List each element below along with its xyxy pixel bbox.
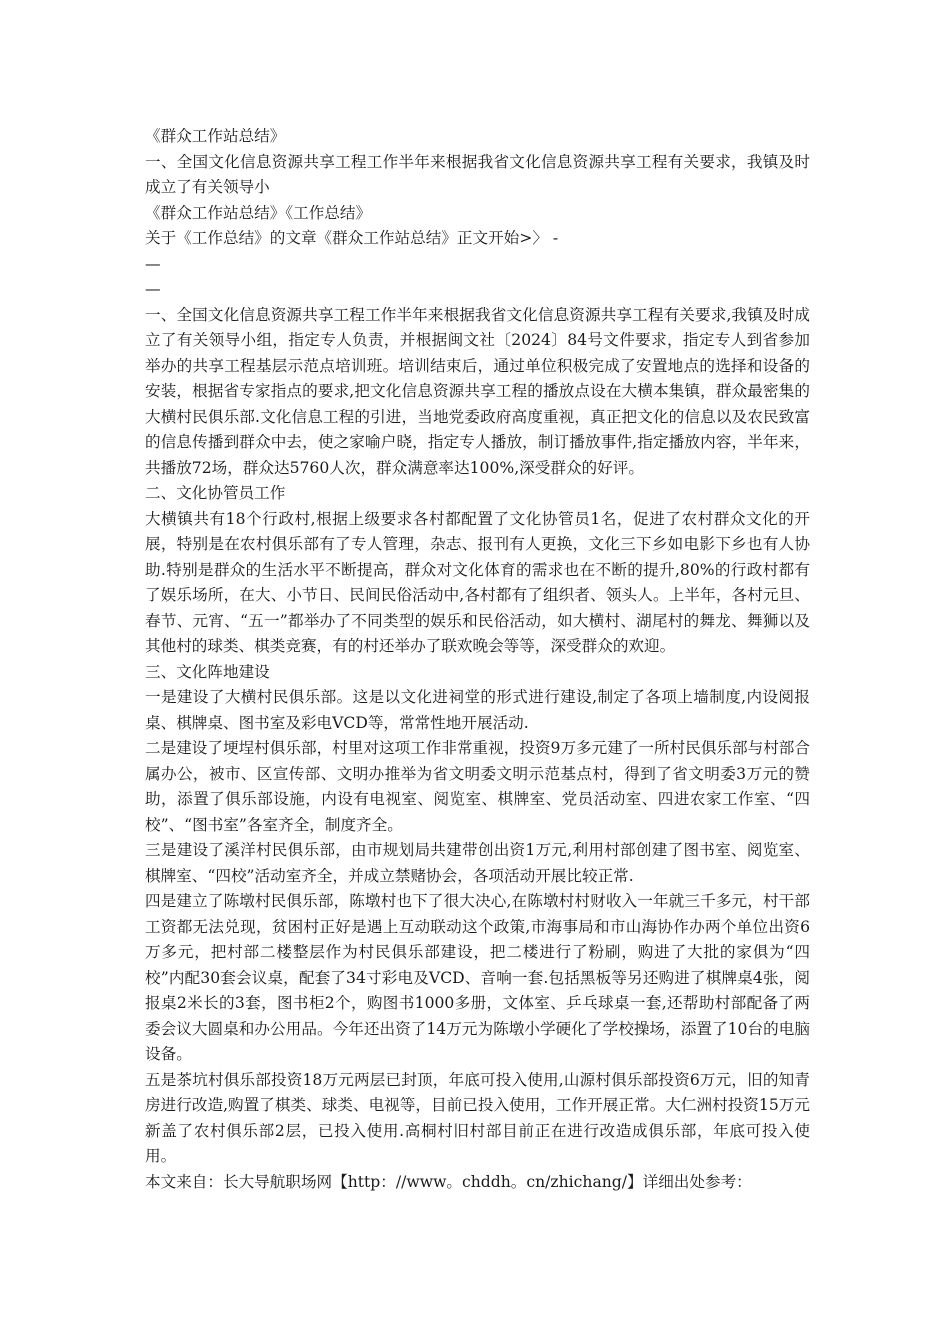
tags-line: 《群众工作站总结》《工作总结》 (145, 203, 372, 222)
about-line: 关于《工作总结》的文章《群众工作站总结》正文开始>〉 - (145, 229, 559, 247)
section-heading-coordinators: 二、文化协管员工作 (145, 484, 286, 502)
paragraph-coordinators: 大横镇共有18个行政村,根据上级要求各村都配置了文化协管员1名，促进了农村群众文化的开展，特别是在农村俱乐部有了专人管理，杂志、报刊有人更换，文化三下乡如电影下乡也有人协助.特别是群众的生活水平不断提高，群众对文化体育的需求也在不断的提升,80%的行政村都有了娱乐场所，在大、小节日、民间民俗活动中,各村都有了组织者、领头人。上半年，各村元旦、春节、元宵、“五一”都举办了不同类型的娱乐和民俗活动，如大横村、湖尾村的舞龙、舞狮以及其他村的球类、棋类竞赛，有的村还举办了联欢晚会等等，深受群众的欢迎。 (145, 509, 810, 655)
section-heading-facilities: 三、文化阵地建设 (145, 662, 270, 681)
source-note: 本文来自：长大导航职场网【http：//www。chddh。cn/zhichang/】详细出处参考： (145, 1172, 752, 1191)
document-title-line: 《群众工作站总结》 (145, 127, 286, 145)
paragraph-club-gengcheng: 二是建设了埂埕村俱乐部，村里对这项工作非常重视，投资9万多元建了一所村民俱乐部与村部合属办公，被市、区宣传部、文明办推举为省文明委文明示范基点村，得到了省文明委3万元的赞助，添置了俱乐部设施，内设有电视室、阅览室、棋牌室、党员活动室、四进农家工作室、“四校”、“图书室”各室齐全，制度齐全。 (145, 739, 810, 834)
document-body (145, 124, 810, 1195)
paragraph-club-xiyang: 三是建设了溪洋村民俱乐部，由市规划局共建带创出资1万元,利用村部创建了图书室、阅览室、棋牌室、“四校”活动室齐全，并成立禁赌协会，各项活动开展比较正常. (145, 841, 810, 885)
separator-dash: — (145, 280, 161, 298)
intro-line: 一、全国文化信息资源共享工程工作半年来根据我省文化信息资源共享工程有关要求，我镇及时成立了有关领导小 (145, 152, 810, 196)
paragraph-club-chendun: 四是建立了陈墩村民俱乐部，陈墩村也下了很大决心,在陈墩村村财收入一年就三千多元，村干部工资都无法兑现，贫困村正好是遇上互动联动这个政策,市海事局和市山海协作办两个单位出资6万多元，把村部二楼整层作为村民俱乐部建设，把二楼进行了粉刷，购进了大批的家俱为“四校”内配30套会议桌，配套了34寸彩电及VCD、音响一套.包括黑板等另还购进了棋牌桌4张，阅报桌2米长的3套，图书柜2个，购图书1000多册，文体室、乒乓球桌一套,还帮助村部配备了两委会议大圆桌和办公用品。今年还出资了14万元为陈墩小学硬化了学校操场，添置了10台的电脑设备。 (145, 892, 810, 1063)
paragraph-club-others: 五是茶坑村俱乐部投资18万元两层已封顶，年底可投入使用,山源村俱乐部投资6万元，旧的知青房进行改造,购置了棋类、球类、电视等，目前已投入使用，工作开展正常。大仁洲村投资15万元新盖了农村俱乐部2层，已投入使用.高桐村旧村部目前正在进行改造成俱乐部，年底可投入使用。 (145, 1070, 810, 1165)
paragraph-club-dahengcun: 一是建设了大横村民俱乐部。这是以文化进祠堂的形式进行建设,制定了各项上墙制度,内设阅报桌、棋牌桌、图书室及彩电VCD等，常常性地开展活动. (145, 688, 810, 732)
paragraph-sharing-project: 一、全国文化信息资源共享工程工作半年来根据我省文化信息资源共享工程有关要求,我镇及时成立了有关领导小组，指定专人负责，并根据闽文社〔2024〕84号文件要求，指定专人到省参加举办的共享工程基层示范点培训班。培训结束后，通过单位积极完成了安置地点的选择和设备的安装，根据省专家指点的要求,把文化信息资源共享工程的播放点设在大横本集镇，群众最密集的大横村民俱乐部.文化信息工程的引进，当地党委政府高度重视，真正把文化的信息以及农民致富的信息传播到群众中去，使之家喻户晓，指定专人播放，制订播放事件,指定播放内容，半年来，共播放72场，群众达5760人次，群众满意率达100%,深受群众的好评。 (145, 305, 810, 477)
separator-dash: — (145, 254, 161, 273)
